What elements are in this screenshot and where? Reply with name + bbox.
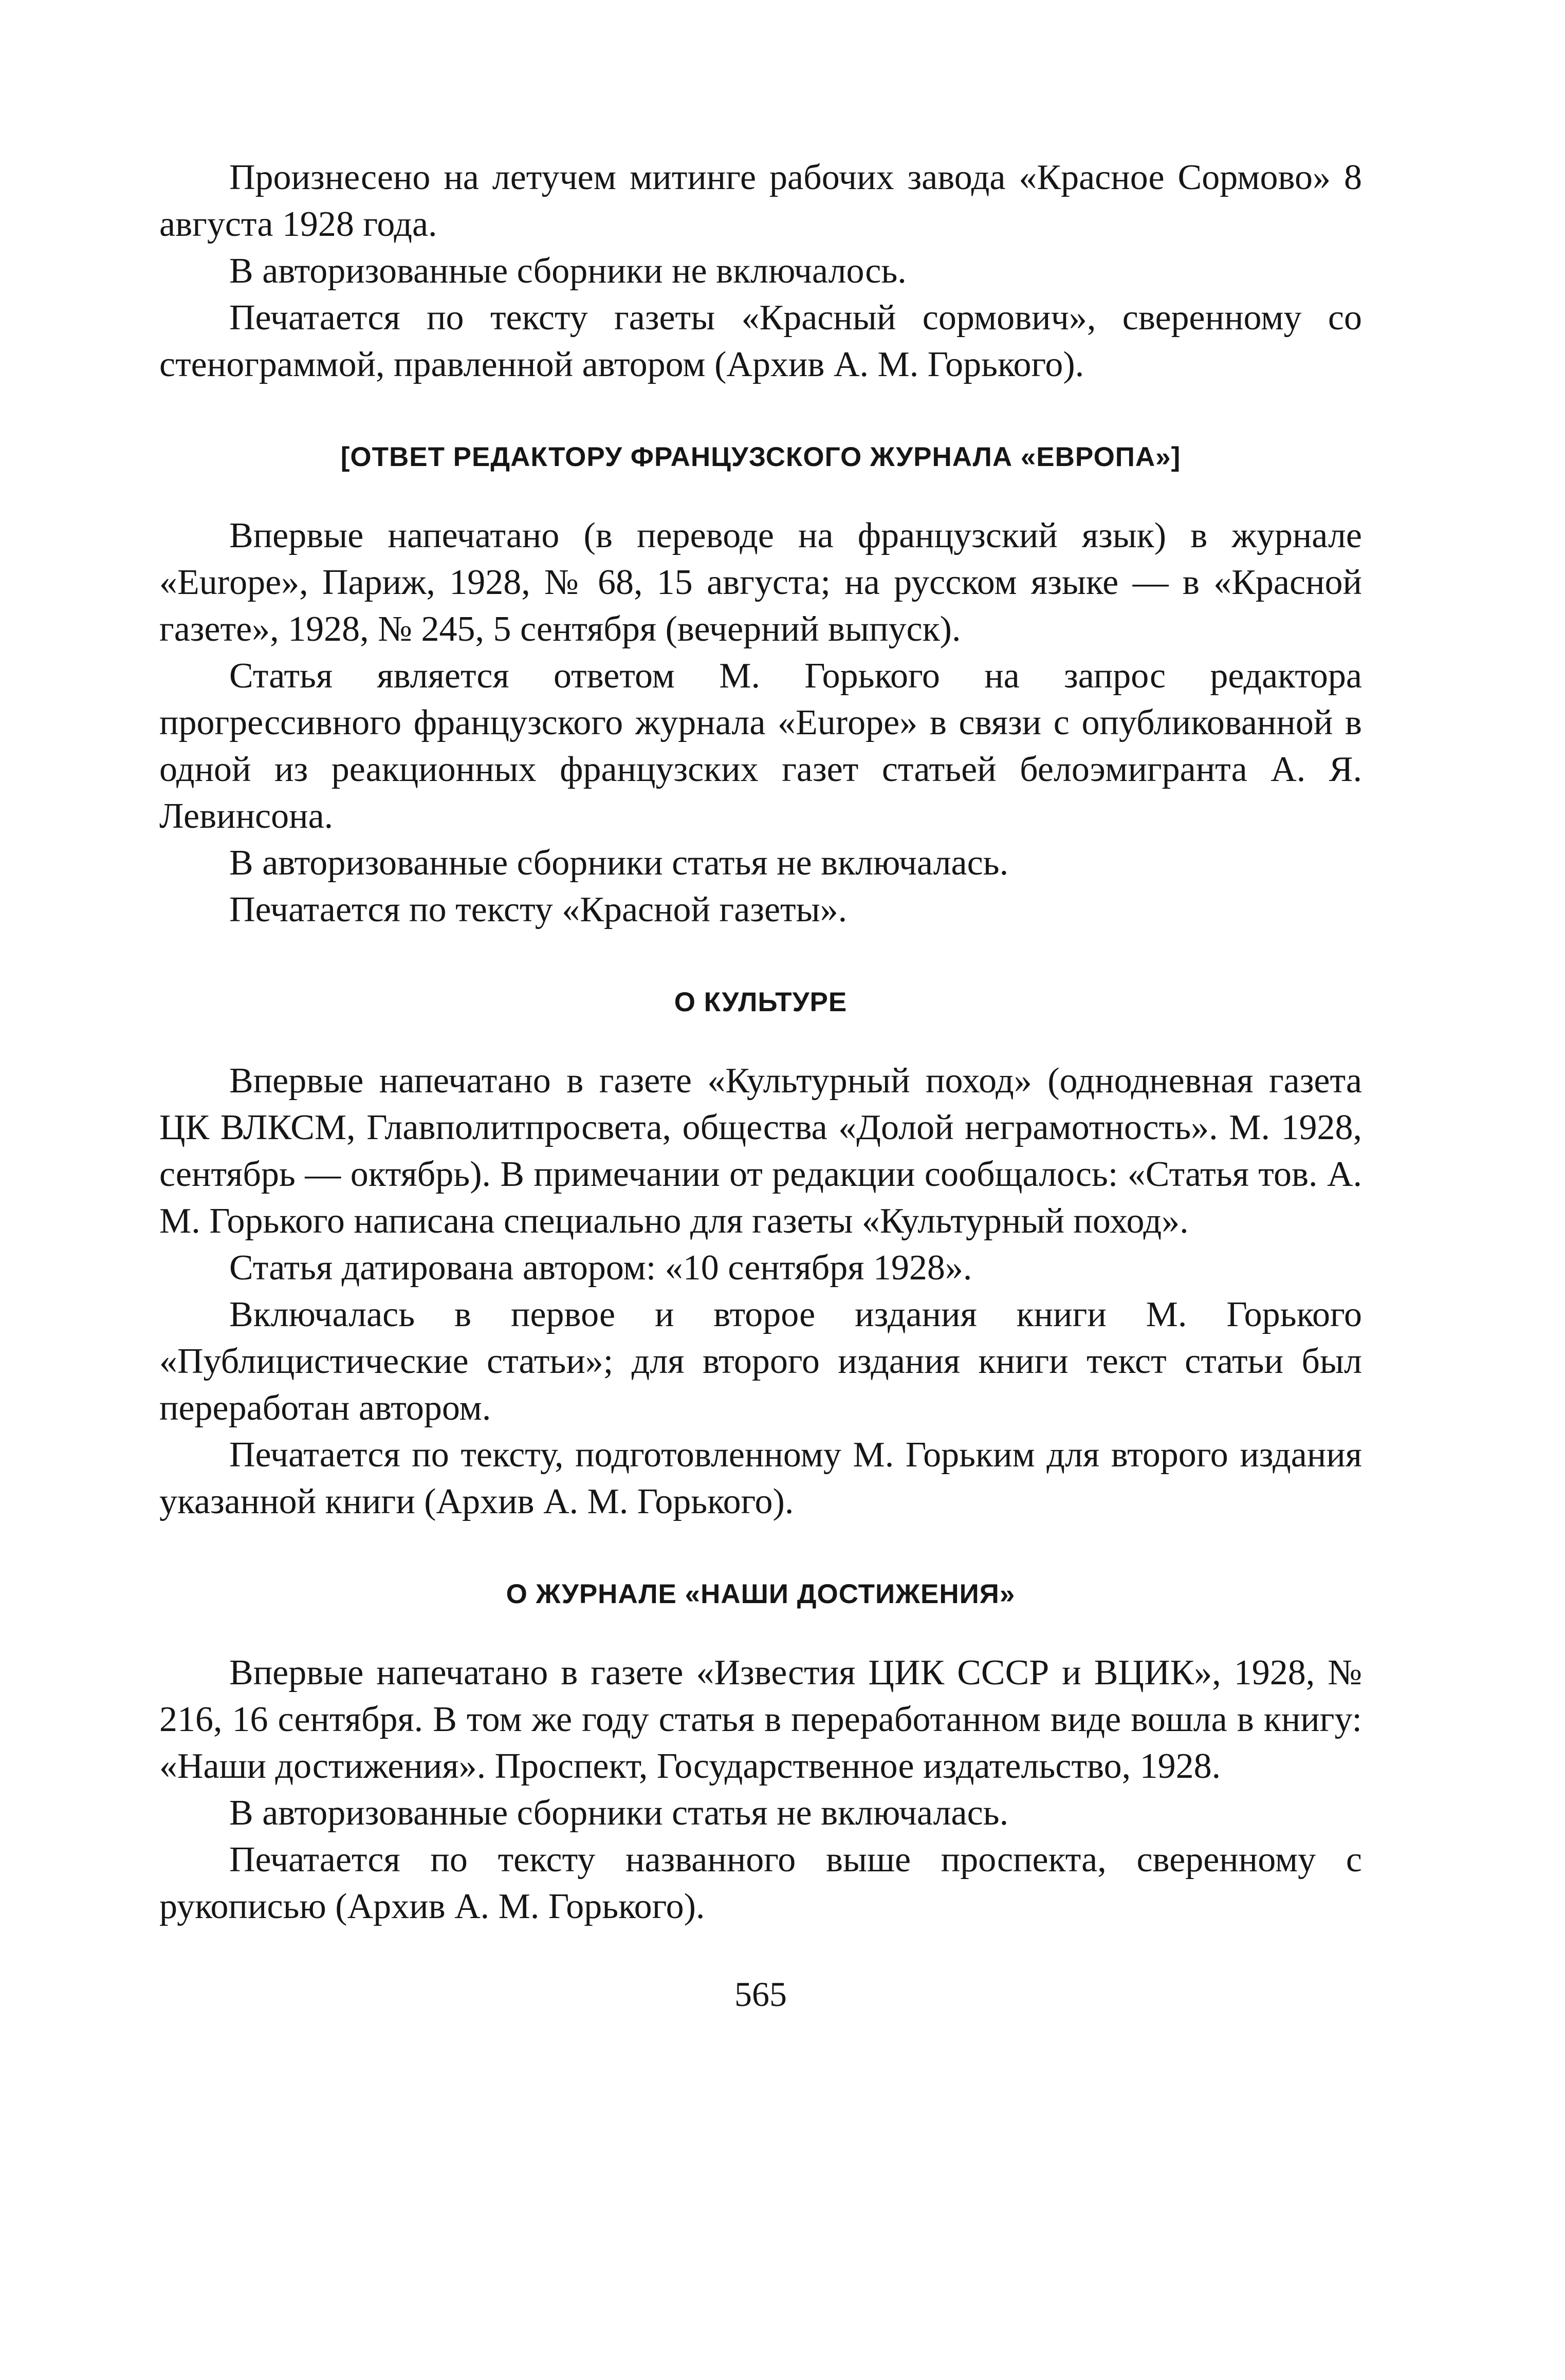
paragraph: В авторизованные сборники статья не включалась.: [229, 843, 1009, 883]
paragraph: Печатается по тексту названного выше проспекта, сверенному с рукописью (Архив А. М. Горького).: [159, 1840, 1362, 1926]
section-on-culture: [159, 984, 1362, 1525]
section-intro: [159, 154, 1362, 388]
paragraph: В авторизованные сборники статья не включалась.: [229, 1793, 1009, 1833]
page-number: 565: [734, 1975, 787, 2014]
section-heading: [ОТВЕТ РЕДАКТОРУ ФРАНЦУЗСКОГО ЖУРНАЛА «ЕВРОПА»]: [340, 442, 1181, 472]
section-europe-reply: [159, 439, 1362, 933]
paragraph: Впервые напечатано (в переводе на французский язык) в журнале «Europe», Париж, 1928, № 68, 15 августа; на русском языке — в «Красной газете», 1928, № 245, 5 сентября (вечерний выпуск).: [159, 516, 1362, 649]
paragraph: Статья датирована автором: «10 сентября 1928».: [229, 1248, 972, 1288]
paragraph: Включалась в первое и второе издания книги М. Горького «Публицистические статьи»; для второго издания книги текст статьи был переработан автором.: [159, 1295, 1362, 1428]
paragraph: Печатается по тексту «Красной газеты».: [229, 890, 848, 929]
paragraph: В авторизованные сборники не включалось.: [229, 251, 907, 291]
paragraph: Произнесено на летучем митинге рабочих завода «Красное Сормово» 8 августа 1928 года.: [159, 158, 1362, 244]
paragraph: Впервые напечатано в газете «Культурный поход» (однодневная газета ЦК ВЛКСМ, Главполитпросвета, общества «Долой неграмотность». М. 1928, сентябрь — октябрь). В примечании от редакции сообщалось: «Статья тов. А. М. Горького написана специально для газеты «Культурный поход».: [159, 1061, 1362, 1241]
paragraph: Статья является ответом М. Горького на запрос редактора прогрессивного французского журнала «Europe» в связи с опубликованной в одной из реакционных французских газет статьей белоэмигранта А. Я. Левинсона.: [159, 656, 1362, 836]
paragraph: Печатается по тексту газеты «Красный сормович», сверенному со стенограммой, правленной автором (Архив А. М. Горького).: [159, 298, 1362, 384]
section-our-achievements: [159, 1576, 1362, 1930]
section-heading: О КУЛЬТУРЕ: [674, 987, 848, 1017]
paragraph: Печатается по тексту, подготовленному М. Горьким для второго издания указанной книги (Архив А. М. Горького).: [159, 1435, 1362, 1521]
page: [159, 154, 1362, 2017]
section-heading: О ЖУРНАЛЕ «НАШИ ДОСТИЖЕНИЯ»: [506, 1579, 1016, 1609]
paragraph: Впервые напечатано в газете «Известия ЦИК СССР и ВЦИК», 1928, № 216, 16 сентября. В том же году статья в переработанном виде вошла в книгу: «Наши достижения». Проспект, Государственное издательство, 1928.: [159, 1653, 1362, 1786]
